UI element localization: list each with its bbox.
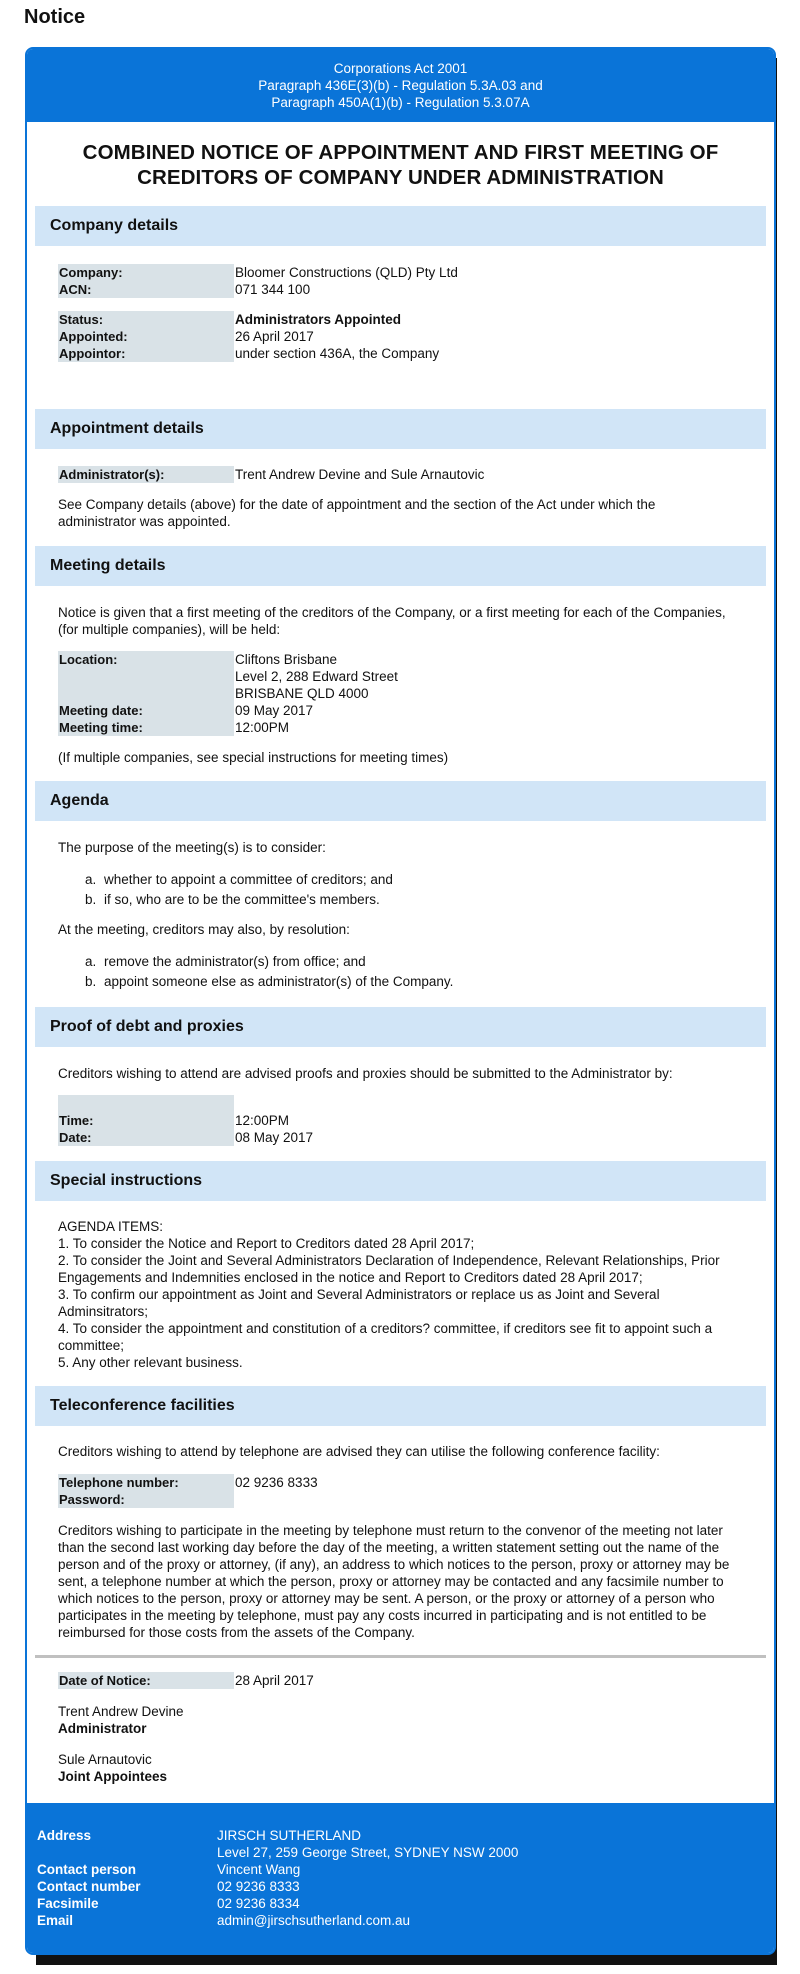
agenda-purpose: The purpose of the meeting(s) is to consider: [58, 840, 326, 855]
administrator-table [58, 466, 734, 483]
teleconference-details: Creditors wishing to participate in the meeting by telephone must return to the convenor of the meeting not later than the second last working day before the day of the meeting, a written statement setting out the name of the person and of the proxy or attorney, (if any), an address to which notices to the person, proxy or attorney may be sent, a telephone number at which the person, proxy or attorney may be contacted and any facsimile number to which notices to the person, proxy or attorney may be sent. A person, or the proxy or attorney of a person who participates in the meeting by telephone, must pay any costs incurred in participating and is not entitled to be reimbursed for those costs from the assets of the Company. [58, 1523, 730, 1640]
page-heading: Notice [24, 6, 86, 28]
administrator-label: Administrator(s): [58, 466, 234, 483]
address-line: JIRSCH SUTHERLAND [217, 1828, 362, 1843]
telephone-label: Telephone number: [58, 1474, 234, 1491]
facsimile-label: Facsimile [37, 1896, 99, 1911]
proof-spacer [235, 1095, 734, 1112]
section-special-instructions: Special instructions [35, 1161, 766, 1201]
meeting-table [58, 651, 734, 736]
purpose-list [58, 870, 734, 910]
appointment-note: See Company details (above) for the date of appointment and the section of the Act under which the administrator was appointed. [58, 497, 656, 529]
proof-intro: Creditors wishing to attend are advised proofs and proxies should be submitted to the Administrator by: [58, 1066, 673, 1081]
teleconference-intro: Creditors wishing to attend by telephone are advised they can utilise the following conference facility: [58, 1444, 660, 1459]
meeting-note: (If multiple companies, see special instructions for meeting times) [58, 750, 449, 765]
address-line: Level 27, 259 George Street, SYDNEY NSW 2000 [217, 1845, 519, 1860]
password-value [235, 1491, 734, 1508]
proof-date-label: Date: [58, 1129, 234, 1146]
meeting-time-label: Meeting time: [58, 719, 234, 736]
appointor-label: Appointor: [58, 345, 234, 362]
list-item: b. appoint someone else as administrator(s) of the Company. [100, 972, 734, 992]
notice-card [25, 47, 776, 1955]
list-item: b. if so, who are to be the committee's members. [100, 890, 734, 910]
notice-date-value: 28 April 2017 [235, 1673, 314, 1688]
special-line: 5. Any other relevant business. [58, 1355, 243, 1370]
section-teleconference: Teleconference facilities [35, 1386, 766, 1426]
legislation-band [27, 49, 774, 122]
signatory-role: Joint Appointees [58, 1769, 168, 1784]
location-label: Location: [58, 651, 234, 702]
facsimile-value: 02 9236 8334 [217, 1896, 300, 1911]
meeting-intro: Notice is given that a first meeting of the creditors of the Company, or a first meeting for each of the Companies, (for multiple companies), will be held: [58, 605, 726, 637]
company-table [58, 264, 734, 298]
notice-date-label: Date of Notice: [58, 1672, 234, 1689]
proof-time-value: 12:00PM [235, 1113, 290, 1128]
location-line: Cliftons Brisbane [235, 652, 338, 667]
contact-person-value: Vincent Wang [217, 1862, 301, 1877]
notice-title: COMBINED NOTICE OF APPOINTMENT AND FIRST MEETING OF CREDITORS OF COMPANY UNDER ADMINISTRATION [82, 141, 719, 189]
section-agenda: Agenda [35, 781, 766, 821]
agenda-resolution: At the meeting, creditors may also, by resolution: [58, 922, 350, 937]
section-proof-of-debt: Proof of debt and proxies [35, 1007, 766, 1047]
company-label: Company: [58, 264, 234, 281]
appointed-value: 26 April 2017 [235, 329, 314, 344]
resolution-list [58, 952, 734, 992]
proof-table [58, 1095, 734, 1146]
list-item: a. whether to appoint a committee of creditors; and [100, 870, 734, 890]
status-value: Administrators Appointed [235, 312, 402, 327]
location-line: Level 2, 288 Edward Street [235, 669, 398, 684]
contact-number-label: Contact number [37, 1879, 141, 1894]
section-meeting-details: Meeting details [35, 546, 766, 586]
address-label: Address [37, 1828, 92, 1843]
teleconference-table [58, 1474, 734, 1508]
meeting-time-value: 12:00PM [235, 720, 290, 735]
legislation-line: Paragraph 450A(1)(b) - Regulation 5.3.07A [271, 95, 530, 110]
legislation-line: Paragraph 436E(3)(b) - Regulation 5.3A.03 and [258, 78, 543, 93]
meeting-date-label: Meeting date: [58, 702, 234, 719]
appointor-value: under section 436A, the Company [235, 346, 440, 361]
legislation-line: Corporations Act 2001 [333, 61, 468, 76]
special-line: 4. To consider the appointment and constitution of a creditors? committee, if creditors see fit to appoint such a committee; [58, 1321, 713, 1353]
acn-label: ACN: [58, 281, 234, 298]
contact-person-label: Contact person [37, 1862, 137, 1877]
meeting-date-value: 09 May 2017 [235, 703, 314, 718]
telephone-value: 02 9236 8333 [235, 1475, 318, 1490]
special-line: 2. To consider the Joint and Several Administrators Declaration of Independence, Relevant Relationships, Prior Engagements and Indemnities enclosed in the notice and Report to Creditors dated 28 April 2017; [58, 1253, 720, 1285]
signatory-name: Sule Arnautovic [58, 1752, 152, 1767]
proof-date-value: 08 May 2017 [235, 1130, 314, 1145]
password-label: Password: [58, 1491, 234, 1508]
email-link[interactable]: admin@jirschsutherland.com.au [217, 1913, 411, 1928]
notice-date-table [58, 1672, 734, 1689]
special-line: 1. To consider the Notice and Report to Creditors dated 28 April 2017; [58, 1236, 475, 1251]
contact-number-value: 02 9236 8333 [217, 1879, 300, 1894]
list-item: a. remove the administrator(s) from office; and [100, 952, 734, 972]
acn-value: 071 344 100 [235, 282, 311, 297]
status-label: Status: [58, 311, 234, 328]
special-line: AGENDA ITEMS: [58, 1219, 164, 1234]
appointed-label: Appointed: [58, 328, 234, 345]
contact-footer [27, 1803, 774, 1953]
location-line: BRISBANE QLD 4000 [235, 686, 369, 701]
section-appointment-details: Appointment details [35, 409, 766, 449]
proof-spacer [58, 1095, 234, 1112]
address-spacer [37, 1844, 217, 1861]
signatory-name: Trent Andrew Devine [58, 1704, 184, 1719]
section-company-details: Company details [35, 206, 766, 246]
company-value: Bloomer Constructions (QLD) Pty Ltd [235, 265, 458, 280]
proof-time-label: Time: [58, 1112, 234, 1129]
status-table [58, 311, 734, 362]
administrator-value: Trent Andrew Devine and Sule Arnautovic [235, 467, 485, 482]
signatory-role: Administrator [58, 1721, 147, 1736]
special-line: 3. To confirm our appointment as Joint and Several Administrators or replace us as Joint and Several Adminsitrators; [58, 1287, 660, 1319]
email-label: Email [37, 1913, 74, 1928]
